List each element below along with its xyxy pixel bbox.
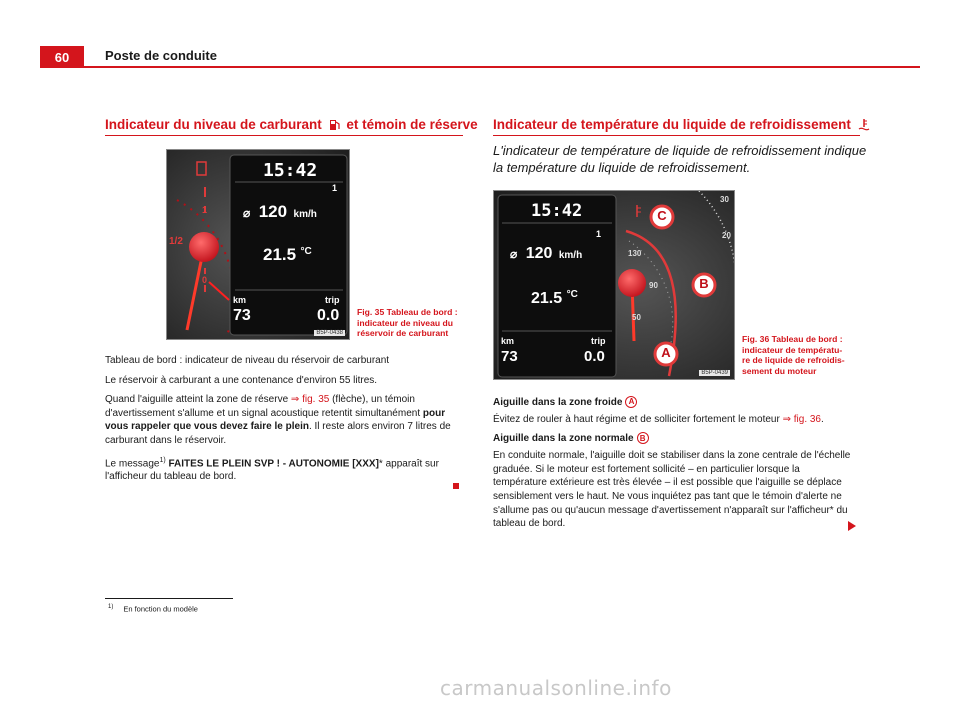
coolant-intro: L'indicateur de température de liquide de refroidissement indique la température du liquide de refroidissement. bbox=[493, 143, 867, 175]
fuel-para1: Tableau de bord : indicateur de niveau du réservoir de carburant bbox=[105, 355, 390, 366]
coolant-fig-km-label: km bbox=[501, 336, 515, 346]
fuel-fig-avg-unit: km/h bbox=[293, 209, 317, 220]
fuel-para2: Le réservoir à carburant a une contenance d'environ 55 litres. bbox=[105, 374, 378, 386]
coolant-heading-text: Indicateur de température du liquide de refroidissement bbox=[493, 117, 851, 132]
fig35-caption bbox=[357, 307, 467, 339]
fuel-fig-avg-icon: ⌀ bbox=[243, 206, 251, 220]
fuel-body bbox=[105, 354, 465, 490]
coolant-section-heading bbox=[493, 117, 873, 134]
fuel-fig-temp-row bbox=[263, 245, 312, 265]
page-number: 60 bbox=[40, 46, 84, 68]
fuel-fig-km-value: 73 bbox=[233, 307, 251, 324]
fuel-para4 bbox=[105, 454, 465, 485]
fig35-link[interactable]: ⇒ fig. 35 bbox=[290, 394, 330, 406]
fuel-fig-km-label: km bbox=[233, 295, 247, 305]
coolant-section-rule bbox=[493, 135, 860, 136]
cold-zone-text bbox=[493, 413, 855, 427]
header-rule bbox=[84, 66, 920, 68]
coolant-fig-temp-unit: °C bbox=[566, 289, 578, 300]
fuel-fig-half-label: 1/2 bbox=[169, 236, 183, 247]
fuel-section-heading bbox=[105, 117, 478, 134]
fuel-fig-avg-speed: 120 bbox=[258, 202, 288, 221]
cold-heading-row bbox=[493, 396, 855, 410]
coolant-fig-trip-label: trip bbox=[591, 336, 606, 346]
fuel-para3-text-a: Quand l'aiguille atteint la zone de réserve bbox=[105, 394, 291, 406]
fuel-fig-trip-value: 0.0 bbox=[317, 307, 340, 324]
fuel-fig-temp: 21.5 bbox=[263, 245, 297, 264]
coolant-body bbox=[493, 396, 855, 537]
cold-zone-heading: Aiguille dans la zone froide bbox=[493, 397, 623, 409]
fuel-heading-text-1: Indicateur du niveau de carburant bbox=[105, 117, 322, 132]
fuel-para4-text-a: Le message bbox=[105, 457, 160, 469]
marker-a-badge: A bbox=[625, 396, 637, 408]
footnote-ref: 1) bbox=[159, 456, 166, 464]
coolant-fig-km-value: 73 bbox=[501, 348, 518, 365]
coolant-fig-temp: 21.5 bbox=[531, 290, 563, 307]
coolant-fig-avg-icon: ⌀ bbox=[510, 247, 518, 261]
fig35-caption-line1: Fig. 35 Tableau de bord : bbox=[357, 307, 458, 317]
coolant-fig-tach-30: 30 bbox=[720, 195, 729, 204]
fig36-link[interactable]: ⇒ fig. 36 bbox=[782, 413, 821, 425]
footnote bbox=[108, 604, 198, 614]
fuel-fig-ref: B5P-0438 bbox=[316, 330, 343, 336]
coolant-fig-marker-a: A bbox=[661, 345, 671, 360]
coolant-fig-avg-unit: km/h bbox=[558, 250, 583, 261]
fuel-fig-full-label: 1 bbox=[202, 205, 208, 215]
normal-heading-row bbox=[493, 432, 855, 446]
fig36-caption-line2: indicateur de températu- bbox=[742, 344, 843, 355]
cold-text-b: . bbox=[821, 413, 824, 425]
coolant-fig-tach-20: 20 bbox=[722, 231, 731, 240]
footnote-rule bbox=[105, 598, 233, 599]
section-end-square bbox=[453, 483, 459, 489]
fuel-para4-bold: FAITES LE PLEIN SVP ! - AUTONOMIE [XXX] bbox=[165, 457, 379, 469]
fuel-fig-gear: 1 bbox=[332, 183, 338, 193]
coolant-fig-time: 15:42 bbox=[531, 201, 583, 221]
fuel-para3-bold: pour vous rappeler que vous devez faire le plein bbox=[105, 407, 446, 433]
coolant-gauge-figure bbox=[493, 190, 735, 380]
fuel-pump-icon bbox=[329, 118, 340, 134]
fuel-fig-temp-unit: °C bbox=[300, 246, 312, 257]
fig36-caption bbox=[742, 334, 852, 376]
coolant-fig-ref: B5P-0439 bbox=[701, 370, 728, 376]
footnote-text: En fonction du modèle bbox=[123, 604, 198, 614]
coolant-fig-scale-130: 130 bbox=[628, 249, 642, 258]
coolant-fig-gear: 1 bbox=[596, 229, 602, 239]
fuel-heading-text-2: et témoin de réserve bbox=[346, 117, 478, 132]
normal-zone-heading: Aiguille dans la zone normale bbox=[493, 433, 634, 445]
continue-arrow-icon bbox=[848, 521, 856, 531]
fuel-gauge-figure bbox=[166, 149, 350, 340]
fuel-fig-trip-label: trip bbox=[325, 295, 340, 305]
marker-b-badge: B bbox=[637, 432, 649, 444]
fuel-para3 bbox=[105, 393, 465, 447]
page-header-title: Poste de conduite bbox=[105, 48, 217, 63]
normal-zone-text: En conduite normale, l'aiguille doit se stabiliser dans la zone centrale de l'échelle graduée. Si le moteur est fortement sollicité – en particulier lorsque la température extérieure est très élevée – il est possible que l'aiguille se déplace sensiblement vers le haut. Ne vous inquiétez pas tant que le témoin d'alerte ne s'allume pas ou qu'aucun message d'avertissement n'apparaît sur l'afficheur* du tableau de bord. bbox=[493, 450, 851, 530]
fig36-caption-line1: Fig. 36 Tableau de bord : bbox=[742, 334, 843, 344]
coolant-fig-trip-value: 0.0 bbox=[584, 348, 605, 365]
fuel-para3-text-c: . Il reste alors environ 7 litres de carburant dans le réservoir. bbox=[105, 421, 451, 446]
watermark: carmanualsonline.info bbox=[440, 676, 672, 700]
fig35-caption-line2: indicateur de niveau du bbox=[357, 317, 453, 328]
coolant-fig-scale-90: 90 bbox=[649, 281, 658, 290]
fuel-para3-text-b: (flèche), un témoin d'avertissement s'allume et un signal acoustique retentit simultanément bbox=[105, 394, 423, 419]
cold-text-a: Évitez de rouler à haut régime et de solliciter fortement le moteur bbox=[493, 413, 783, 425]
coolant-fig-speed-row bbox=[510, 245, 582, 263]
fuel-para4-text-b: * apparaît sur l'afficheur du tableau de bord. bbox=[105, 457, 439, 483]
coolant-fig-marker-c: C bbox=[657, 208, 667, 223]
fig36-caption-line3: re de liquide de refroidis- bbox=[742, 355, 845, 365]
coolant-fig-avg-speed: 120 bbox=[525, 245, 553, 262]
footnote-mark: 1) bbox=[108, 604, 114, 610]
fuel-fig-zero-label: 0 bbox=[202, 275, 208, 285]
fuel-fig-speed-row bbox=[243, 202, 317, 222]
coolant-fig-temp-row bbox=[531, 289, 578, 308]
fig35-caption-line3: réservoir de carburant bbox=[357, 328, 449, 338]
coolant-fig-marker-b: B bbox=[699, 276, 709, 291]
fig36-caption-line4: sement du moteur bbox=[742, 365, 817, 376]
coolant-fig-scale-50: 50 bbox=[632, 313, 641, 322]
coolant-temp-icon bbox=[858, 118, 870, 134]
fuel-fig-time: 15:42 bbox=[263, 160, 318, 181]
fuel-section-rule bbox=[105, 135, 463, 136]
